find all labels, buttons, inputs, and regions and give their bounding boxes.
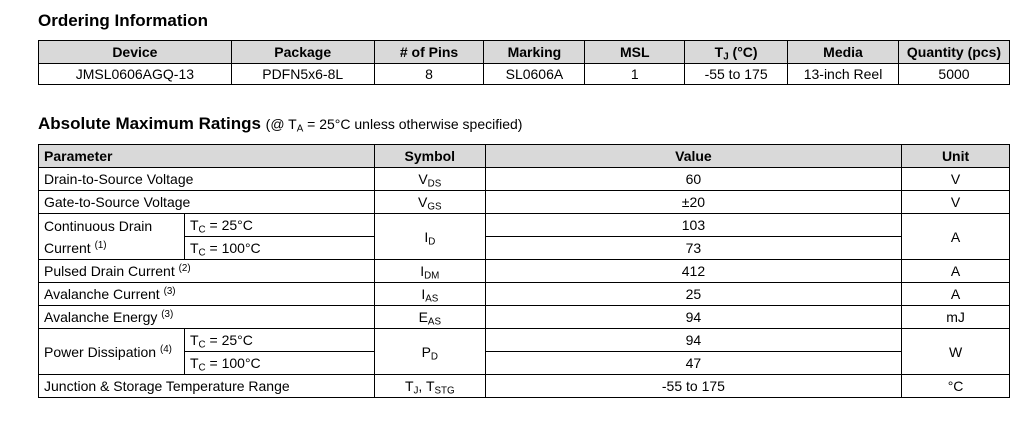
header-marking: Marking — [484, 41, 585, 64]
value-tj: -55 to 175 — [485, 375, 901, 398]
param-idm: Pulsed Drain Current $^{(2)}$ — [39, 260, 375, 283]
value-ias: 25 — [485, 283, 901, 306]
cell-pins: 8 — [374, 64, 484, 85]
cond-pd-25c: $T_C = 25^\circ C$ — [184, 329, 374, 352]
amr-header-row — [39, 145, 1010, 168]
value-vgs: ±20 — [485, 191, 901, 214]
cond-id-25c: $T_C = 25^\circ C$ — [184, 214, 374, 237]
header-pins: # of Pins — [374, 41, 484, 64]
header-package: Package — [231, 41, 374, 64]
table-row — [39, 329, 1010, 352]
cell-device: JMSL0606AGQ-13 — [39, 64, 232, 85]
table-row — [39, 306, 1010, 329]
table-row — [39, 260, 1010, 283]
table-row — [39, 375, 1010, 398]
value-pd-100c: 47 — [485, 352, 901, 375]
header-device: Device — [39, 41, 232, 64]
absolute-maximum-ratings-table — [38, 144, 1010, 398]
table-row — [39, 214, 1010, 237]
header-media: Media — [788, 41, 899, 64]
param-vds: Drain-to-Source Voltage — [39, 168, 375, 191]
table-row — [39, 237, 1010, 260]
value-vds: 60 — [485, 168, 901, 191]
header-tj: $T_J$ (°C) — [685, 41, 788, 64]
param-ias: Avalanche Current $^{(3)}$ — [39, 283, 375, 306]
ordering-table — [38, 40, 1010, 85]
value-id-25c: 103 — [485, 214, 901, 237]
symbol-pd: $P_D$ — [374, 329, 485, 375]
header-parameter: Parameter — [39, 145, 375, 168]
cell-quantity: 5000 — [898, 64, 1009, 85]
param-tj: Junction & Storage Temperature Range — [39, 375, 375, 398]
table-row — [39, 64, 1010, 85]
unit-pd: W — [902, 329, 1010, 375]
unit-eas: mJ — [902, 306, 1010, 329]
value-id-100c: 73 — [485, 237, 901, 260]
header-unit: Unit — [902, 145, 1010, 168]
param-pd: Power Dissipation $^{(4)}$ — [39, 329, 185, 375]
unit-idm: A — [902, 260, 1010, 283]
unit-ias: A — [902, 283, 1010, 306]
symbol-eas: $E_{AS}$ — [374, 306, 485, 329]
symbol-vgs: $V_{GS}$ — [374, 191, 485, 214]
param-eas: Avalanche Energy $^{(3)}$ — [39, 306, 375, 329]
cell-msl: 1 — [585, 64, 685, 85]
header-msl: MSL — [585, 41, 685, 64]
value-idm: 412 — [485, 260, 901, 283]
cond-pd-100c: $T_C = 100^\circ C$ — [184, 352, 374, 375]
table-row — [39, 191, 1010, 214]
cell-tj: -55 to 175 — [685, 64, 788, 85]
param-vgs: Gate-to-Source Voltage — [39, 191, 375, 214]
header-value: Value — [485, 145, 901, 168]
unit-id: A — [902, 214, 1010, 260]
unit-tj: °C — [902, 375, 1010, 398]
symbol-vds: $V_{DS}$ — [374, 168, 485, 191]
symbol-tj: $T_J$, $T_{STG}$ — [374, 375, 485, 398]
cell-marking: SL0606A — [484, 64, 585, 85]
table-row — [39, 352, 1010, 375]
cell-media: 13-inch Reel — [788, 64, 899, 85]
unit-vds: V — [902, 168, 1010, 191]
absolute-maximum-ratings-title — [38, 114, 522, 134]
ordering-header-row — [39, 41, 1010, 64]
ordering-information-title: Ordering Information — [38, 11, 208, 30]
header-quantity: Quantity (pcs) — [898, 41, 1009, 64]
amr-condition: (@ $T_A = 25^\circ C$ unless otherwise specified) — [265, 116, 523, 135]
unit-vgs: V — [902, 191, 1010, 214]
cell-package: PDFN5x6-8L — [231, 64, 374, 85]
value-pd-25c: 94 — [485, 329, 901, 352]
table-row — [39, 168, 1010, 191]
table-row — [39, 283, 1010, 306]
amr-title-text: Absolute Maximum Ratings — [38, 114, 261, 133]
header-symbol: Symbol — [374, 145, 485, 168]
value-eas: 94 — [485, 306, 901, 329]
symbol-ias: $I_{AS}$ — [374, 283, 485, 306]
param-id: Continuous Drain Current $^{(1)}$ — [39, 214, 185, 260]
cond-id-100c: $T_C = 100^\circ C$ — [184, 237, 374, 260]
symbol-id: $I_D$ — [374, 214, 485, 260]
symbol-idm: $I_{DM}$ — [374, 260, 485, 283]
